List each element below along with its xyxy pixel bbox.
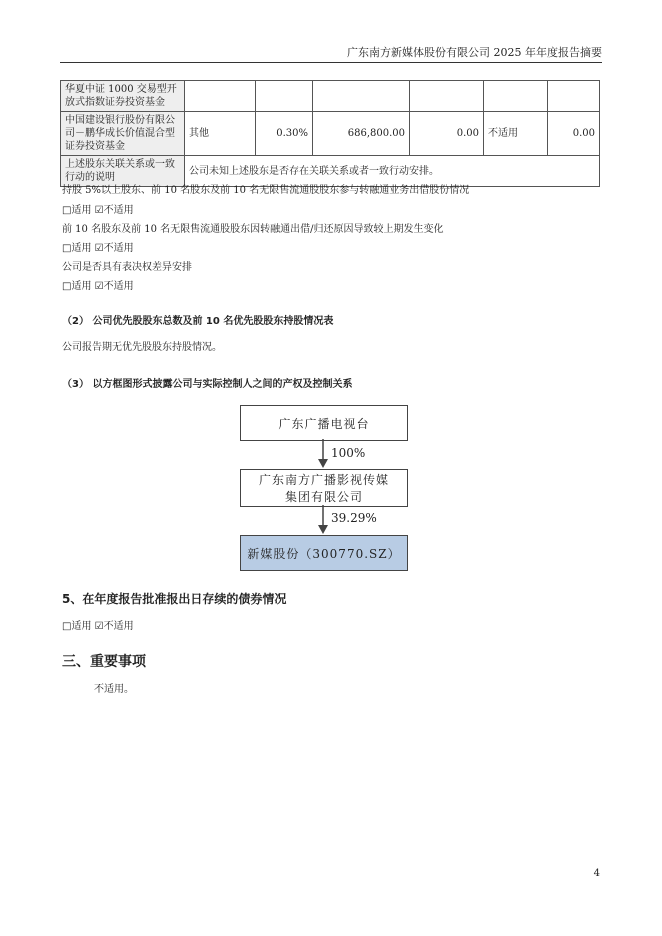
preferred-heading: （2） 公司优先股股东总数及前 10 名优先股股东持股情况表 (62, 316, 334, 327)
org-box-top: 广东广播电视台 (240, 405, 408, 441)
holding-ratio-cell: 0.30% (256, 112, 313, 156)
restricted-shares-cell: 0.00 (410, 112, 484, 156)
report-header-title: 广东南方新媒体股份有限公司 2025 年年度报告摘要 (347, 46, 602, 59)
major-heading: 三、重要事项 (62, 654, 146, 670)
holder-name-cell: 华夏中证 1000 交易型开放式指数证券投资基金 (61, 81, 185, 112)
voting-option: □适用 ☑不适用 (62, 281, 134, 292)
change-title: 前 10 名股东及前 10 名无限售流通股股东因转融通出借/归还原因导致较上期发生变化 (62, 224, 444, 235)
major-text: 不适用。 (94, 684, 134, 695)
bond-heading: 5、在年度报告批准报出日存续的债券情况 (62, 592, 287, 606)
org-middle-line-2: 集团有限公司 (284, 490, 363, 504)
table-row (61, 156, 600, 187)
org-box-middle (240, 469, 408, 507)
page-number: 4 (593, 868, 600, 879)
lending-option: □适用 ☑不适用 (62, 205, 134, 216)
org-pct-2: 39.29% (331, 511, 377, 525)
pledge-status-cell: 不适用 (484, 112, 548, 156)
bond-option: □适用 ☑不适用 (62, 621, 134, 632)
table-row (61, 81, 600, 112)
holding-shares-cell: 686,800.00 (313, 112, 410, 156)
relation-label-cell: 上述股东关联关系或一致行动的说明 (61, 156, 185, 187)
voting-title: 公司是否具有表决权差异安排 (62, 262, 192, 273)
org-middle-line-1: 广东南方广播影视传媒 (258, 473, 389, 487)
preferred-text: 公司报告期无优先股股东持股情况。 (62, 342, 222, 353)
holder-name-cell: 中国建设银行股份有限公司－鹏华成长价值混合型证券投资基金 (61, 112, 185, 156)
pledge-qty-cell: 0.00 (548, 112, 600, 156)
holder-nature-cell: 其他 (185, 112, 256, 156)
relation-text-cell: 公司未知上述股东是否存在关联关系或者一致行动安排。 (185, 156, 600, 187)
org-pct-1: 100% (331, 446, 366, 460)
change-option: □适用 ☑不适用 (62, 243, 134, 254)
lending-title: 持股 5%以上股东、前 10 名股东及前 10 名无限售流通股股东参与转融通业务出借股份情况 (62, 185, 470, 196)
control-heading: （3） 以方框图形式披露公司与实际控制人之间的产权及控制关系 (62, 379, 353, 390)
org-box-bottom: 新媒股份（300770.SZ） (240, 535, 408, 571)
table-row (61, 112, 600, 156)
header-divider (60, 62, 602, 63)
shareholders-table (60, 80, 600, 187)
